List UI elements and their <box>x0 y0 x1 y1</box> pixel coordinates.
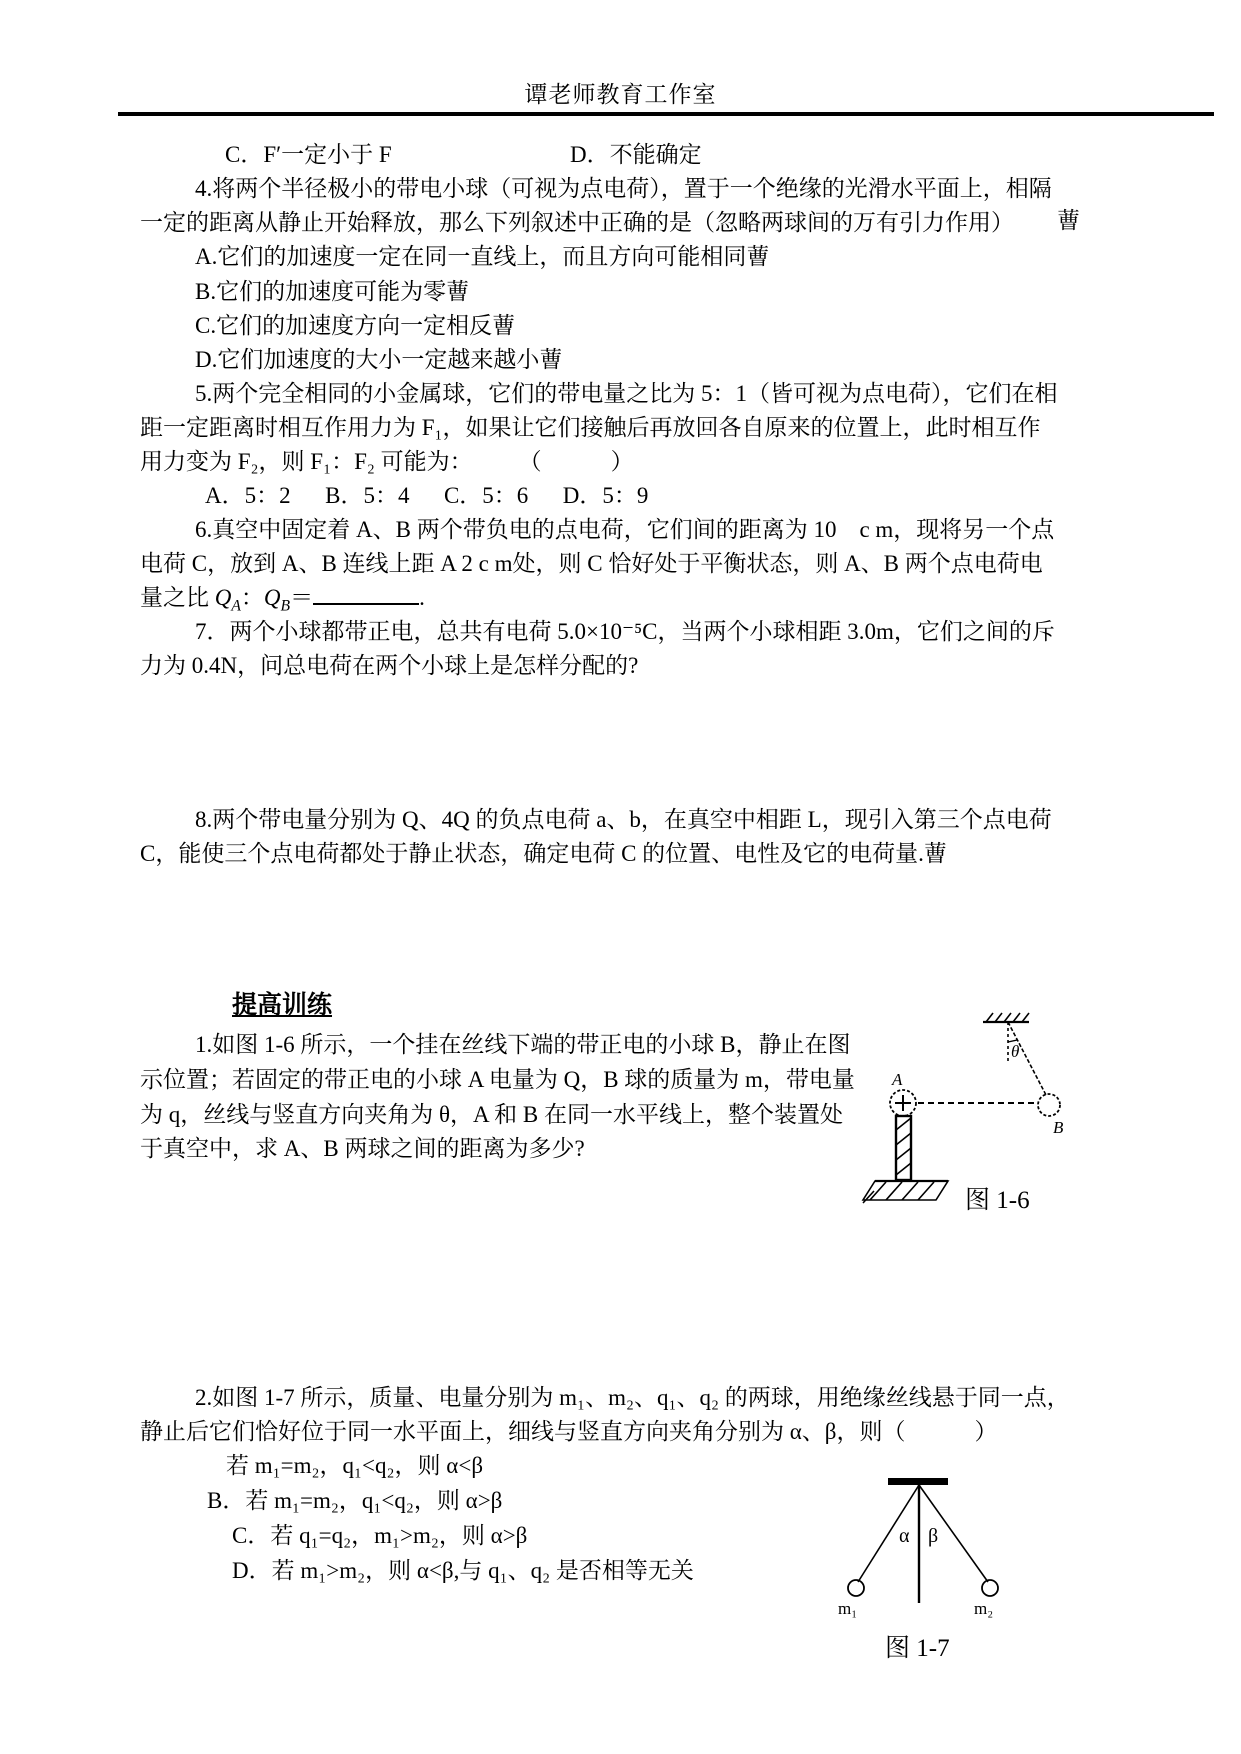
q6-line1: 6.真空中固定着 A、B 两个带负电的点电荷，它们间的距离为 10 c m，现将另一个点 <box>195 517 1055 542</box>
figure-1-6-drawing <box>850 995 1140 1210</box>
q8-line1: 8.两个带电量分别为 Q、4Q 的负点电荷 a、b，在真空中相距 L，现引入第三个点电荷 <box>195 807 1052 832</box>
left-string <box>858 1485 919 1582</box>
q5-line2: 距一定距离时相互作用力为 F₁，如果让它们接触后再放回各自原来的位置上，此时相互作 <box>140 415 1041 440</box>
ground-base <box>863 1181 948 1203</box>
ball-m2-label: m₂ <box>974 1599 994 1618</box>
q6-line3 <box>140 583 425 622</box>
q6-symbol-qa: Q <box>214 585 232 610</box>
figure-1-7 <box>818 1472 1028 1627</box>
figure-1-7-caption: 图 1-7 <box>885 1635 950 1662</box>
q6-equals: ＝ <box>290 585 314 610</box>
q7-line1: 7．两个小球都带正电，总共有电荷 5.0×10⁻⁵C，当两个小球相距 3.0m，它们之间的斥 <box>195 619 1055 644</box>
header-rule <box>118 112 1214 116</box>
ceiling-bar <box>888 1478 948 1485</box>
q5-options: A．5：2 B．5：4 C．5：6 D．5：9 <box>205 483 649 508</box>
t2-option-b: B．若 m₁=m₂，q₁<q₂，则 α>β <box>207 1488 503 1513</box>
ball-b-label: B <box>1053 1118 1064 1137</box>
plus-charge-icon <box>895 1095 911 1111</box>
q6-sub-a: A <box>231 597 241 615</box>
q7-line2: 力为 0.4N，问总电荷在两个小球上是怎样分配的? <box>140 653 639 678</box>
q4-option-b: B.它们的加速度可能为零蓸 <box>195 279 470 304</box>
alpha-label: α <box>899 1525 910 1547</box>
q6-line2: 电荷 C，放到 A、B 连线上距 A 2 c m处，则 C 恰好处于平衡状态，则 A、B 两个点电荷电 <box>140 551 1043 576</box>
t1-line4: 于真空中，求 A、B 两球之间的距离为多少? <box>140 1136 585 1161</box>
q4-line2-mark: 蓸 <box>1057 208 1080 233</box>
t1-line2: 示位置；若固定的带正电的小球 A 电量为 Q，B 球的质量为 m，带电量 <box>140 1067 855 1092</box>
ball-m1 <box>848 1580 864 1596</box>
q4-option-a: A.它们的加速度一定在同一直线上，而且方向可能相同蓸 <box>195 244 770 269</box>
q5-line3: 用力变为 F₂，则 F₁：F₂ 可能为： （ ） <box>140 449 634 474</box>
ceiling-hatch <box>983 1013 1029 1022</box>
page-header-title: 谭老师教育工作室 <box>524 82 717 107</box>
q6-tail: . <box>419 585 425 610</box>
q6-colon: ： <box>240 585 264 610</box>
t2-option-c: C．若 q₁=q₂，m₁>m₂，则 α>β <box>232 1523 528 1548</box>
q6-sub-b: B <box>280 597 291 615</box>
q6-answer-blank <box>313 583 419 605</box>
option-c-prev: C．F′一定小于 F <box>225 142 392 167</box>
q6-line3-prefix: 量之比 <box>140 585 215 610</box>
q4-line2: 一定的距离从静止开始释放，那么下列叙述中正确的是（忽略两球间的万有引力作用） <box>140 210 1014 235</box>
beta-label: β <box>928 1525 939 1547</box>
q4-option-c: C.它们的加速度方向一定相反蓸 <box>195 313 516 338</box>
t1-line1: 1.如图 1-6 所示，一个挂在丝线下端的带正电的小球 B，静止在图 <box>195 1032 851 1057</box>
ball-b <box>1038 1094 1060 1116</box>
q4-line1: 4.将两个半径极小的带电小球（可视为点电荷），置于一个绝缘的光滑水平面上，相隔 <box>195 176 1052 201</box>
q6-symbol-qb: Q <box>263 585 281 610</box>
t2-line1: 2.如图 1-7 所示，质量、电量分别为 m₁、m₂、q₁、q₂ 的两球，用绝缘丝线悬于同一点， <box>195 1385 1070 1410</box>
t2-line2: 静止后它们恰好位于同一水平面上，细线与竖直方向夹角分别为 α、β，则（ ） <box>140 1419 998 1444</box>
training-section-title: 提高训练 <box>232 992 333 1019</box>
figure-1-6-caption: 图 1-6 <box>965 1187 1030 1214</box>
ball-m1-label: m₁ <box>838 1599 858 1618</box>
ball-m2 <box>982 1580 998 1596</box>
support-post <box>896 1116 911 1180</box>
option-d-prev: D．不能确定 <box>570 142 702 167</box>
t2-option-d: D．若 m₁>m₂，则 α<β,与 q₁、q₂ 是否相等无关 <box>232 1558 694 1583</box>
q4-option-d: D.它们加速度的大小一定越来越小蓸 <box>195 347 563 372</box>
figure-1-7-drawing <box>818 1472 1028 1622</box>
q8-line2: C，能使三个点电荷都处于静止状态，确定电荷 C 的位置、电性及它的电荷量.蓸 <box>140 841 947 866</box>
q5-line1: 5.两个完全相同的小金属球，它们的带电量之比为 5：1（皆可视为点电荷），它们在相 <box>195 381 1058 406</box>
t2-option-a: 若 m₁=m₂，q₁<q₂，则 α<β <box>226 1453 484 1478</box>
ball-a-label: A <box>892 1070 903 1089</box>
theta-label: θ <box>1011 1042 1020 1061</box>
t1-line3: 为 q，丝线与竖直方向夹角为 θ，A 和 B 在同一水平线上，整个装置处 <box>140 1102 843 1127</box>
